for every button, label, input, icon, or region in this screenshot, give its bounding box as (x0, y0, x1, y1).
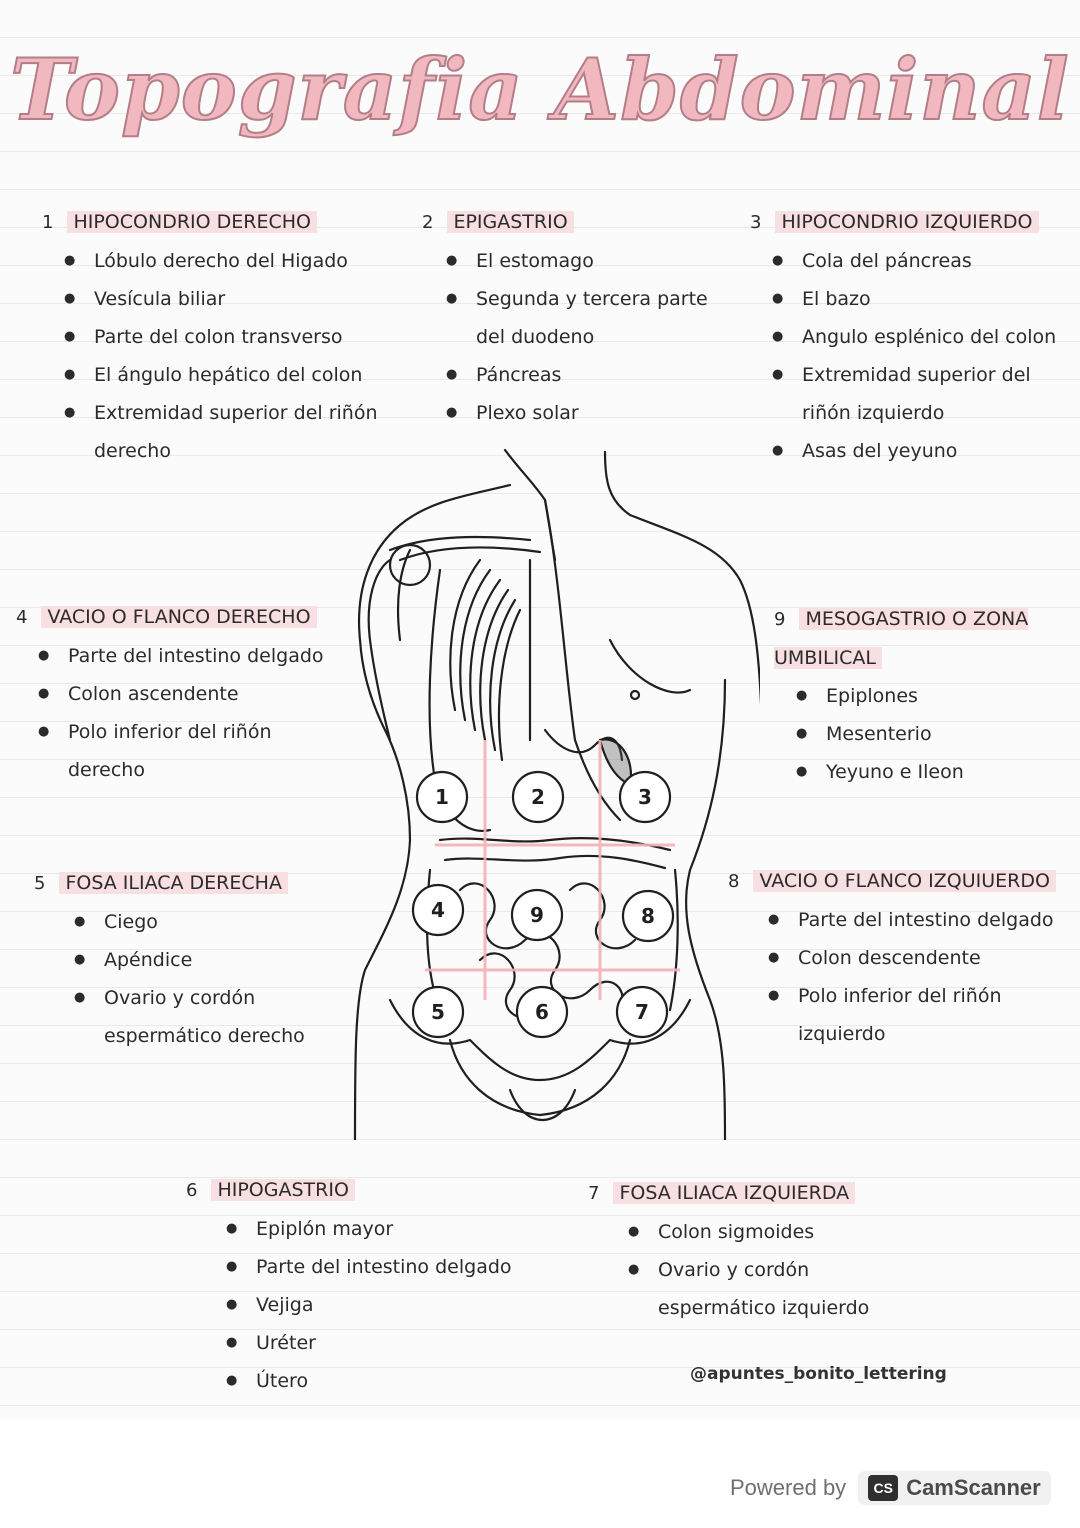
organ-list (74, 903, 334, 1055)
author-handle: @apuntes_bonito_lettering (690, 1364, 947, 1384)
region-marker-1 (417, 772, 467, 822)
list-item: ● Epiplón mayor (226, 1210, 546, 1248)
list-item: ● Parte del intestino delgado (38, 637, 336, 675)
section-title: MESOGASTRIO O ZONA UMBILICAL (774, 608, 1029, 669)
svg-text:4: 4 (431, 898, 445, 922)
list-item: ● Páncreas (446, 356, 722, 394)
list-item: ● Parte del intestino delgado (768, 901, 1078, 939)
section-title: VACIO O FLANCO DERECHO (41, 606, 316, 628)
region-marker-6 (517, 987, 567, 1037)
section-heading (774, 600, 1060, 677)
section-hipogastrio (186, 1171, 546, 1400)
spleen (600, 739, 631, 785)
list-item: ● El estomago (446, 242, 722, 280)
section-heading (186, 1171, 361, 1210)
powered-by-label: Powered by (730, 1475, 847, 1500)
section-heading (422, 203, 580, 242)
svg-text:8: 8 (641, 904, 655, 928)
section-number: 5 (34, 873, 46, 894)
svg-text:7: 7 (635, 1000, 649, 1024)
organ-list (768, 901, 1078, 1053)
section-flanco-derecho (16, 598, 336, 789)
arm (369, 560, 390, 740)
scanner-footer (730, 1468, 1051, 1508)
list-item: ● Vejiga (226, 1286, 546, 1324)
camscanner-brand: CamScanner (906, 1475, 1041, 1500)
page-title: Topografia Abdominal (10, 40, 1070, 139)
breast (610, 640, 690, 693)
section-number: 7 (588, 1183, 600, 1204)
torso-right-contour (686, 680, 725, 1140)
svg-text:6: 6 (535, 1000, 549, 1024)
svg-text:9: 9 (530, 903, 544, 927)
list-item: ● Lóbulo derecho del Higado (64, 242, 382, 280)
section-hipocondrio-derecho (42, 203, 382, 470)
svg-text:1: 1 (435, 785, 449, 809)
region-marker-8 (623, 891, 673, 941)
section-title: VACIO O FLANCO IZQUIUERDO (753, 870, 1056, 892)
section-heading (42, 203, 323, 242)
camscanner-logo-icon: CS (868, 1475, 898, 1501)
section-number: 2 (422, 212, 434, 233)
section-fosa-iliaca-derecha (34, 864, 334, 1055)
section-heading (588, 1174, 861, 1213)
abdomen-illustration (330, 440, 760, 1140)
list-item: ● El ángulo hepático del colon (64, 356, 382, 394)
list-item: ● El bazo (772, 280, 1070, 318)
camscanner-badge (858, 1471, 1051, 1505)
list-item: ● Angulo esplénico del colon (772, 318, 1070, 356)
region-marker-4 (413, 885, 463, 935)
section-epigastrio (422, 203, 722, 432)
section-title: HIPOGASTRIO (211, 1179, 354, 1201)
organ-list (64, 242, 382, 470)
list-item: ● Ovario y cordón espermático derecho (74, 979, 334, 1055)
list-item: ● Plexo solar (446, 394, 722, 432)
list-item: ● Vesícula biliar (64, 280, 382, 318)
section-number: 6 (186, 1180, 198, 1201)
region-marker-7 (617, 987, 667, 1037)
section-number: 3 (750, 212, 762, 233)
list-item: ● Parte del colon transverso (64, 318, 382, 356)
section-title: FOSA ILIACA DERECHA (59, 872, 288, 894)
list-item: ● Polo inferior del riñón izquierdo (768, 977, 1038, 1053)
section-flanco-izquierdo (728, 862, 1078, 1053)
list-item: ● Polo inferior del riñón derecho (38, 713, 308, 789)
section-heading (34, 864, 294, 903)
list-item: ● Ciego (74, 903, 334, 941)
list-item: ● Parte del intestino delgado (226, 1248, 546, 1286)
torso-outline (505, 450, 555, 560)
list-item: ● Segunda y tercera parte del duodeno (446, 280, 716, 356)
list-item: ● Útero (226, 1362, 546, 1400)
section-title: HIPOCONDRIO DERECHO (67, 211, 317, 233)
organ-list (446, 242, 722, 432)
svg-text:5: 5 (431, 1000, 445, 1024)
list-item: ● Epiplones (796, 677, 1064, 715)
list-item: ● Colon ascendente (38, 675, 336, 713)
neck-right (605, 452, 760, 730)
organ-list (772, 242, 1070, 470)
list-item: ● Uréter (226, 1324, 546, 1362)
section-fosa-iliaca-izquierda (588, 1174, 918, 1327)
organ-list (38, 637, 336, 789)
section-title: EPIGASTRIO (447, 211, 573, 233)
organ-list (226, 1210, 546, 1400)
section-heading (16, 598, 323, 637)
list-item: ● Colon sigmoides (628, 1213, 918, 1251)
region-marker-2 (513, 772, 563, 822)
region-marker-3 (620, 772, 670, 822)
list-item: ● Extremidad superior del riñón derecho (64, 394, 384, 470)
list-item: ● Ovario y cordón espermático izquierdo (628, 1251, 898, 1327)
region-marker-5 (413, 987, 463, 1037)
list-item: ● Asas del yeyuno (772, 432, 1070, 470)
svg-text:2: 2 (531, 785, 545, 809)
section-hipocondrio-izquierdo (750, 203, 1070, 470)
organ-list (628, 1213, 918, 1327)
section-mesogastrio (774, 600, 1064, 791)
descending-colon (670, 870, 678, 1010)
svg-text:3: 3 (638, 785, 652, 809)
list-item: ● Cola del páncreas (772, 242, 1070, 280)
region-marker-9 (512, 890, 562, 940)
list-item: ● Yeyuno e Ileon (796, 753, 1064, 791)
list-item: ● Apéndice (74, 941, 334, 979)
section-number: 1 (42, 212, 54, 233)
section-heading (728, 862, 1062, 901)
list-item: ● Colon descendente (768, 939, 1078, 977)
section-heading (750, 203, 1045, 242)
organ-list (796, 677, 1064, 791)
section-number: 8 (728, 871, 740, 892)
list-item: ● Extremidad superior del riñón izquierdo (772, 356, 1042, 432)
section-title: FOSA ILIACA IZQUIERDA (613, 1182, 855, 1204)
section-title: HIPOCONDRIO IZQUIERDO (775, 211, 1038, 233)
list-item: ● Mesenterio (796, 715, 1064, 753)
section-number: 9 (774, 609, 786, 630)
section-number: 4 (16, 607, 28, 628)
